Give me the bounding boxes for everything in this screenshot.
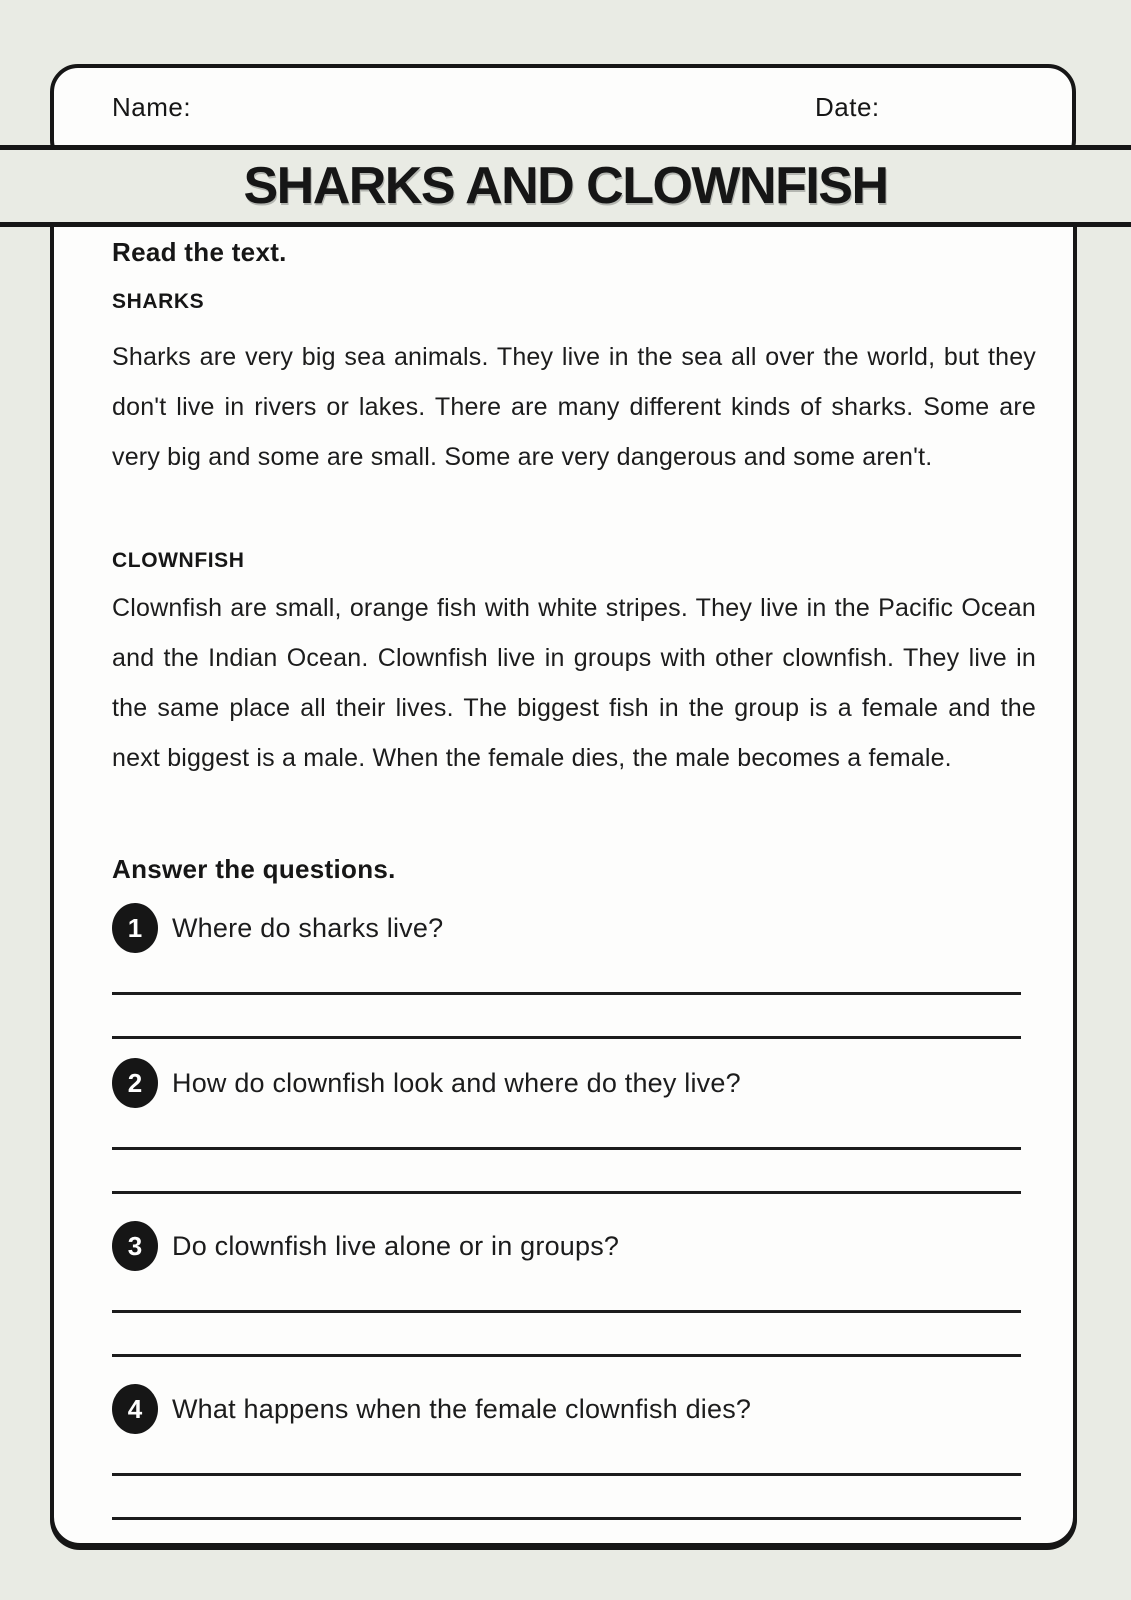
question-number-badge: 4 [112, 1384, 158, 1434]
answer-line[interactable] [112, 992, 1021, 995]
name-label: Name: [112, 92, 192, 122]
date-label: Date: [815, 92, 880, 122]
question-text: How do clownfish look and where do they live? [172, 1067, 741, 1098]
question-row-4 [112, 1384, 1036, 1434]
question-row-1 [112, 903, 1036, 953]
question-text: Do clownfish live alone or in groups? [172, 1230, 620, 1261]
page-title: SHARKS AND CLOWNFISH [243, 157, 888, 215]
date-write-in-area[interactable] [886, 92, 1066, 126]
worksheet-body [50, 190, 1077, 1547]
question-text: Where do sharks live? [172, 912, 444, 943]
question-number-badge: 3 [112, 1221, 158, 1271]
answer-instruction: Answer the questions. [112, 854, 396, 884]
question-row-3 [112, 1221, 1036, 1271]
read-instruction: Read the text. [112, 237, 287, 267]
question-number-badge: 2 [112, 1058, 158, 1108]
answer-line[interactable] [112, 1473, 1021, 1476]
answer-line[interactable] [112, 1147, 1021, 1150]
answer-line[interactable] [112, 1354, 1021, 1357]
answer-line[interactable] [112, 1191, 1021, 1194]
passage-text-sharks: Sharks are very big sea animals. They live in the sea all over the world, but they don't live in rivers or lakes. There are many different kinds of sharks. Some are very big and some are small. Some are very dangerous and some aren't. [112, 343, 1036, 471]
answer-line[interactable] [112, 1310, 1021, 1313]
answer-line[interactable] [112, 1036, 1021, 1039]
answer-line[interactable] [112, 1517, 1021, 1520]
question-row-2 [112, 1058, 1036, 1108]
passage-heading-sharks: SHARKS [112, 290, 205, 313]
name-write-in-area[interactable] [204, 92, 764, 126]
title-banner [0, 145, 1131, 227]
question-number-badge: 1 [112, 903, 158, 953]
passage-heading-clownfish: CLOWNFISH [112, 549, 245, 572]
passage-text-clownfish: Clownfish are small, orange fish with white stripes. They live in the Pacific Ocean and the Indian Ocean. Clownfish live in groups with other clownfish. They live in the same place all their lives. The biggest fish in the group is a female and the next biggest is a male. When the female dies, the male becomes a female. [112, 594, 1036, 772]
question-text: What happens when the female clownfish dies? [172, 1393, 752, 1424]
